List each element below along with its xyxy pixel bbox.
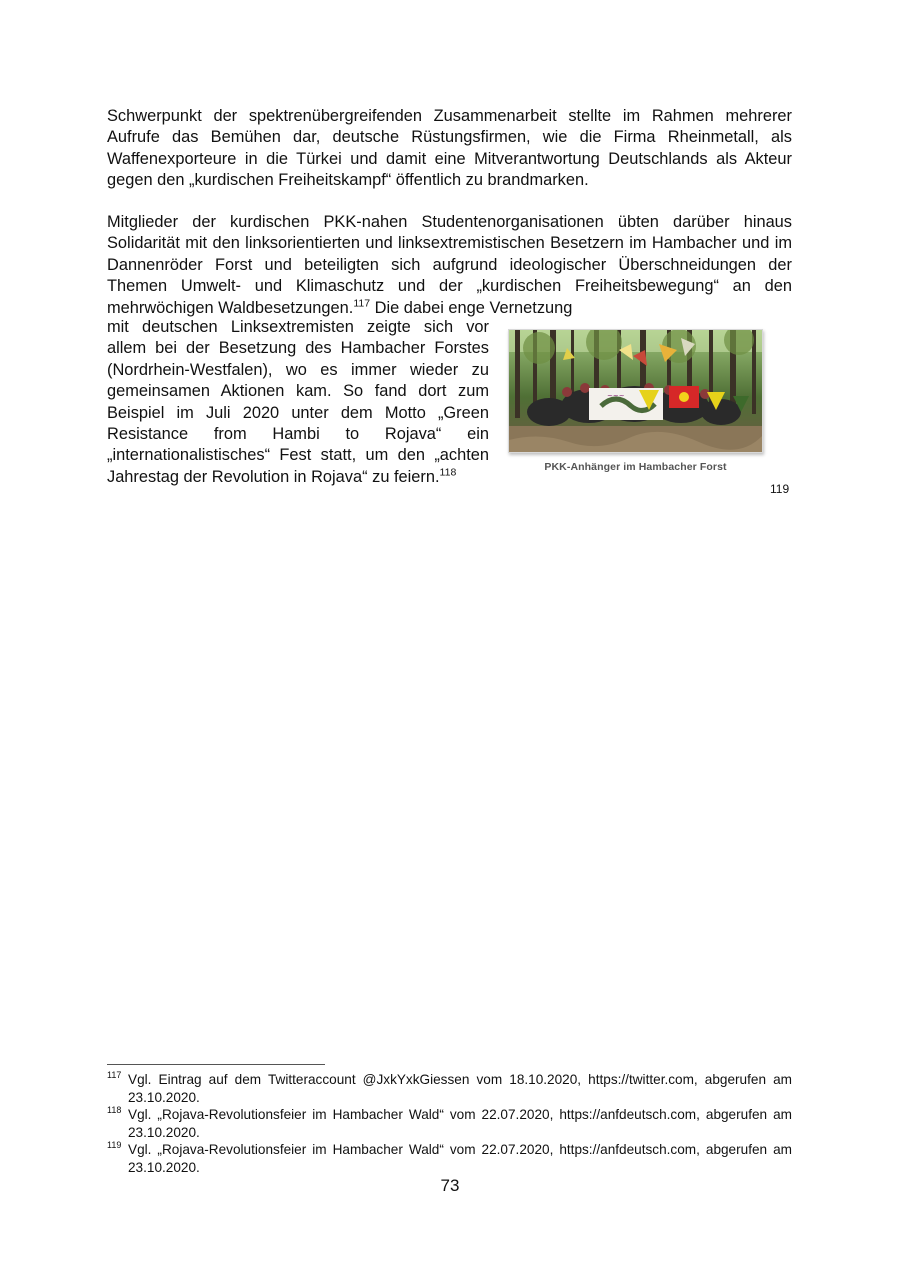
photo-figure xyxy=(508,329,763,453)
body-paragraph-1: Schwerpunkt der spektrenübergreifenden Zusammenarbeit stellte im Rahmen mehrerer Aufrufe das Bemühen dar, deutsche Rüstungsfirmen, wie die Firma Rheinmetall, als Waffenexporteure in die Türkei und damit eine Mitverantwortung Deutschlands als Akteur gegen den „kurdischen Freiheitskampf“ öffentlich zu brandmarken. xyxy=(107,107,792,190)
forest-group-photo xyxy=(508,329,763,453)
footnotes xyxy=(107,1071,792,1177)
footnote-ref-118[interactable]: 118 xyxy=(439,466,457,479)
footnote-separator xyxy=(107,1064,325,1065)
footnote-number: 118 xyxy=(107,1105,122,1116)
body-paragraph-3 xyxy=(107,317,489,488)
footnote-number: 117 xyxy=(107,1070,122,1080)
footnote-119 xyxy=(107,1141,792,1176)
footnote-ref-117[interactable]: 117 xyxy=(353,297,371,310)
footnote-118 xyxy=(107,1106,792,1141)
footnote-117 xyxy=(107,1071,792,1106)
body-paragraph-2 xyxy=(107,212,792,319)
footnote-text: Vgl. „Rojava-Revolutionsfeier im Hambacher Wald“ vom 22.07.2020, https://anfdeutsch.com, abgerufen am 23.10.2020. xyxy=(128,1142,792,1175)
svg-text:~~~: ~~~ xyxy=(607,392,625,400)
footnote-number: 119 xyxy=(107,1140,122,1151)
body-paragraph-3-text: mit deutschen Linksextremisten zeigte sich vor allem bei der Besetzung des Hambacher Forstes (Nordrhein-Westfalen), wo es immer wieder zu gemeinsamen Aktionen kam. So fand dort zum Beispiel im Juli 2020 unter dem Motto „Green Resistance from Hambi to Rojava“ ein „internationalistisches“ Fest statt, um den „achten Jahrestag der Revolution in Rojava“ zu feiern. xyxy=(107,318,489,486)
footnote-text: Vgl. „Rojava-Revolutionsfeier im Hambacher Wald“ vom 22.07.2020, https://anfdeutsch.com, abgerufen am 23.10.2020. xyxy=(128,1107,792,1140)
photo-source-ref[interactable]: 119 xyxy=(770,482,790,496)
page-number: 73 xyxy=(440,1176,460,1195)
footnote-text: Vgl. Eintrag auf dem Twitteraccount @JxkYxkGiessen vom 18.10.2020, https://twitter.com, abgerufen am 23.10.2020. xyxy=(128,1072,792,1105)
photo-caption: PKK-Anhänger im Hambacher Forst xyxy=(544,461,727,473)
body-paragraph-2-text: Mitglieder der kurdischen PKK-nahen Studentenorganisationen übten darüber hinaus Solidarität mit den linksorientierten und linksextremistischen Besetzern im Hambacher und im Dannenröder Forst und beteiligten sich aufgrund ideologischer Überschneidungen der Themen Umwelt- und Klimaschutz und der „kurdischen Freiheitsbewegung“ an den mehrwöchigen Waldbesetzungen. xyxy=(107,213,792,317)
body-paragraph-2-tail: Die dabei enge Vernetzung xyxy=(370,298,573,317)
